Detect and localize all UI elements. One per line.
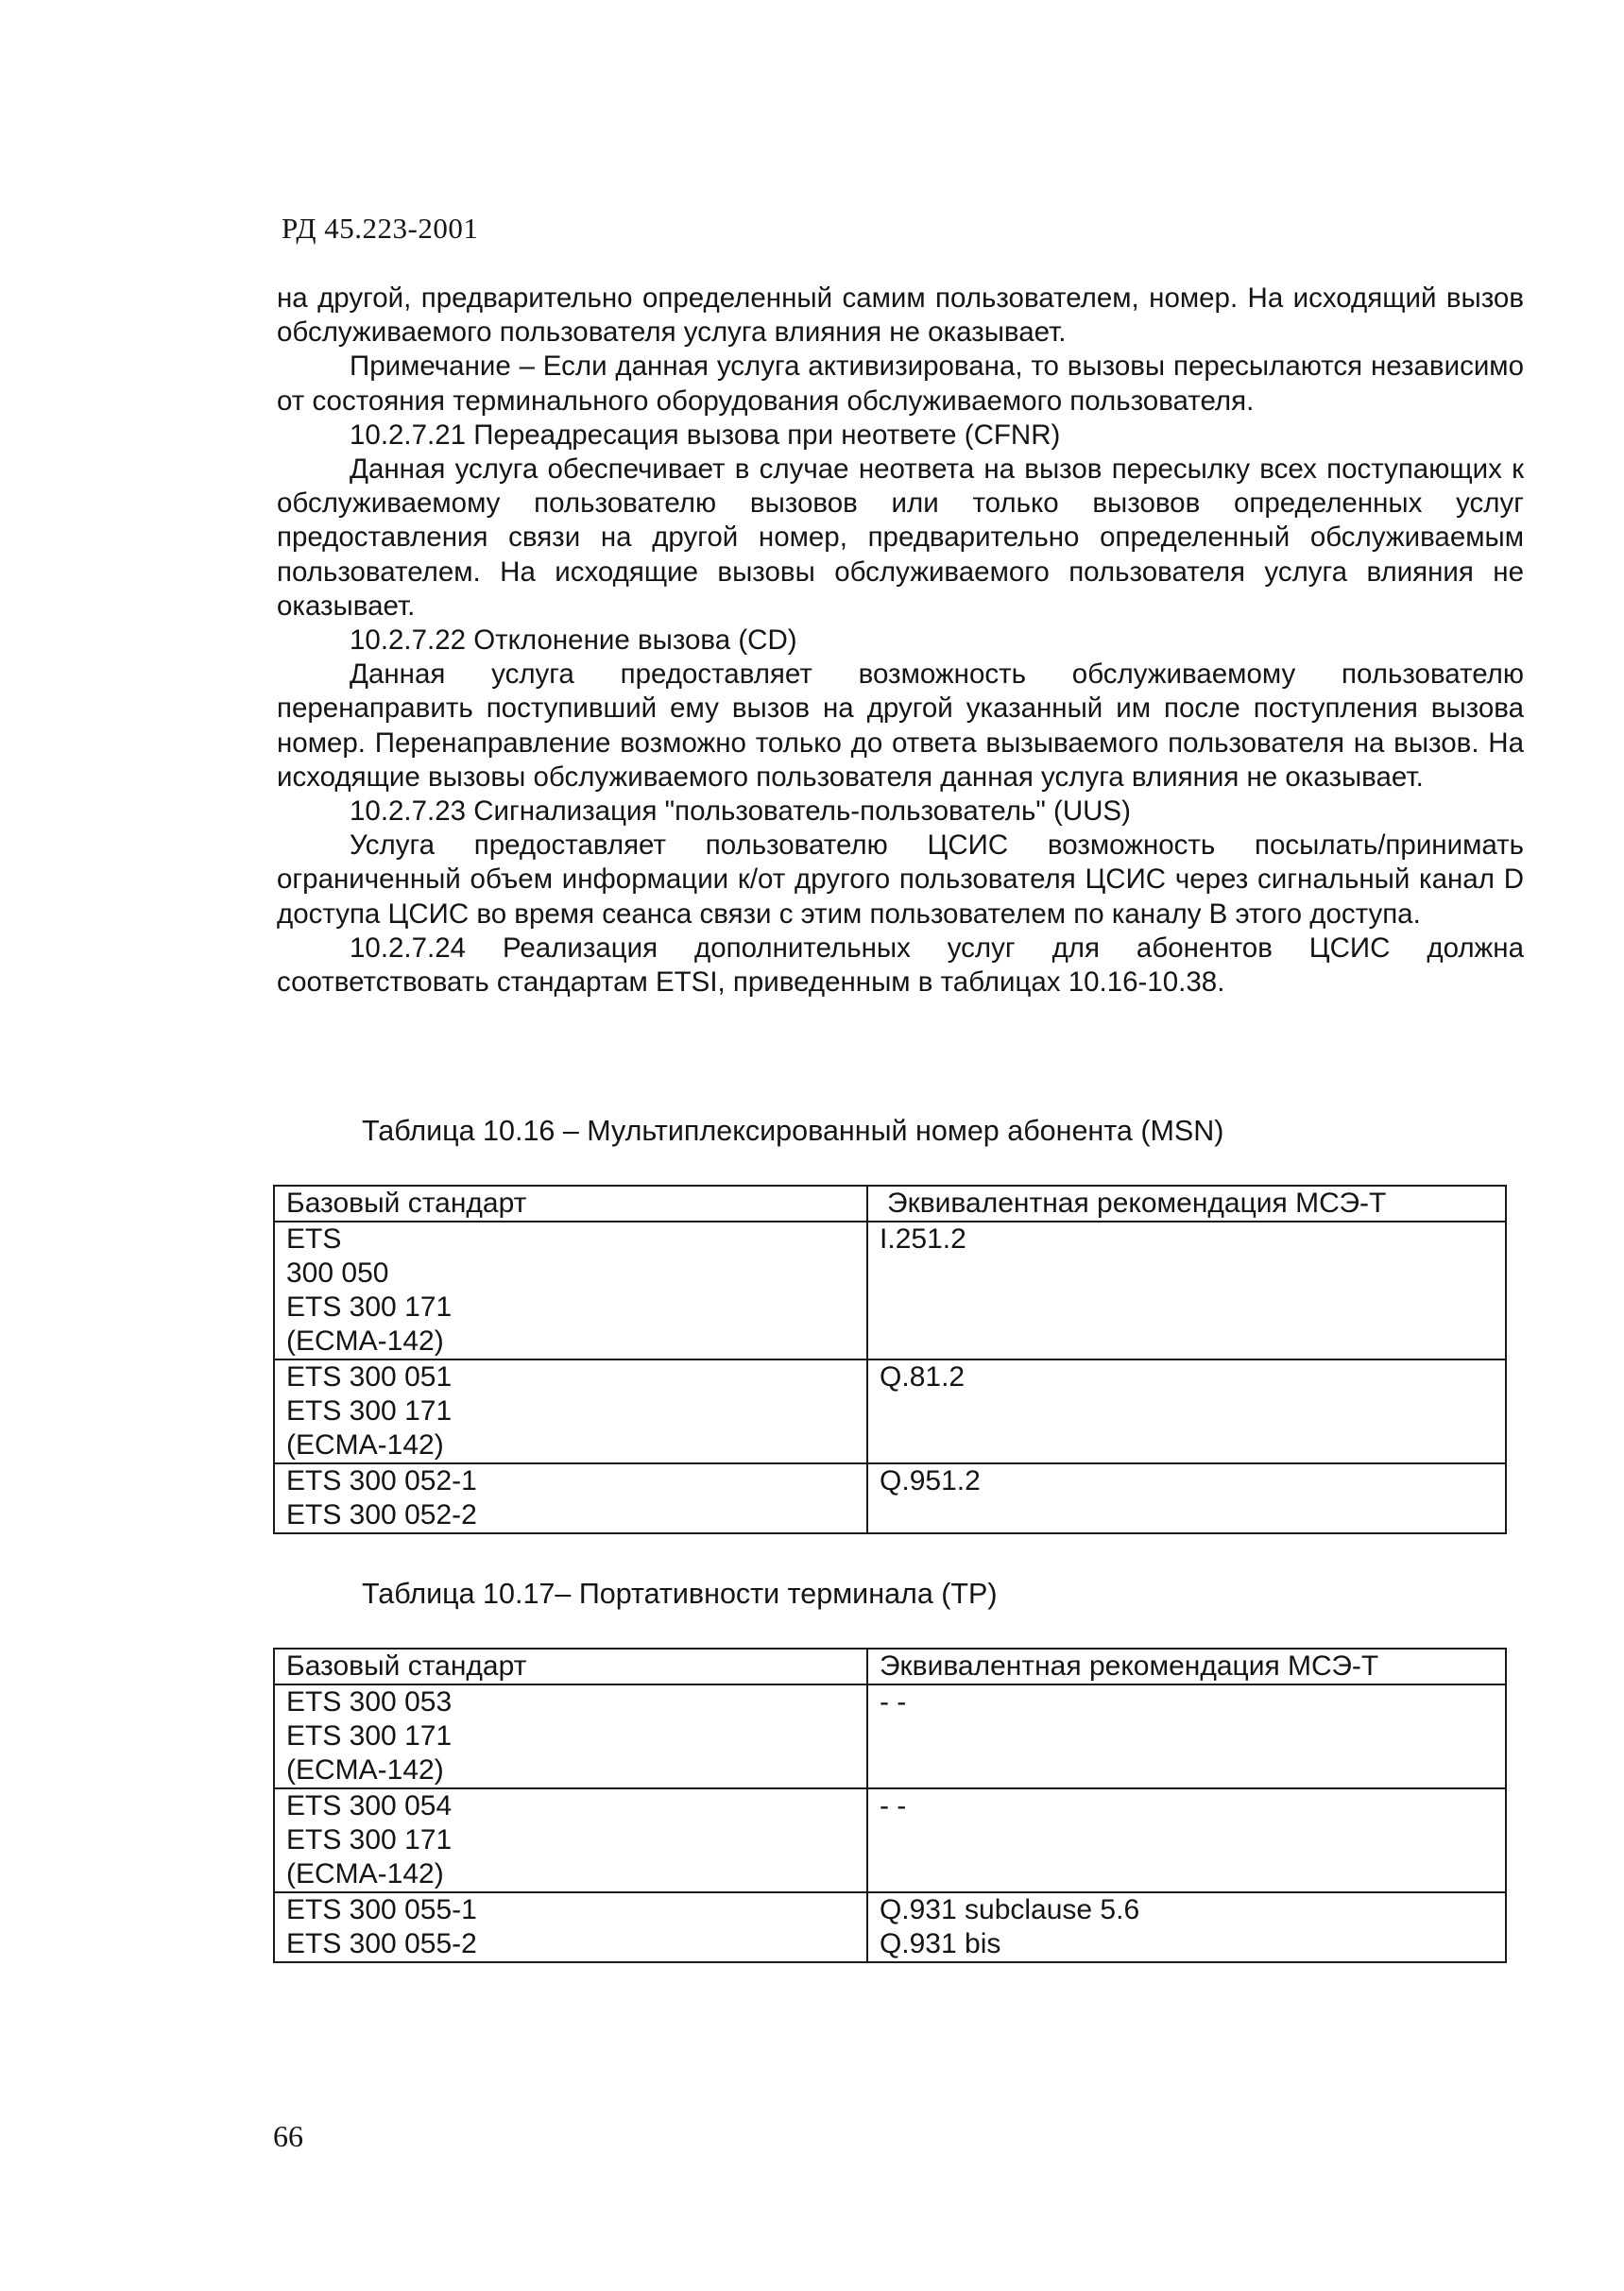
- cell-line: (ECMA-142): [286, 1858, 444, 1889]
- cell-base-standard: [274, 1222, 867, 1359]
- cell-line: (ECMA-142): [286, 1754, 444, 1786]
- paragraph-cd: Данная услуга предоставляет возможность обслуживаемому пользователю перенаправить поступивший ему вызов на другой указанный им после поступления вызова номер. Перенаправление возможно только до ответа вызываемого пользователя на вызов. На исходящие вызовы обслуживаемого пользователя данная услуга влияния не оказывает.: [277, 658, 1524, 793]
- paragraph-cfnr: Данная услуга обеспечивает в случае неответа на вызов пересылку всех поступающих к обслуживаемому пользователю вызовов или только вызовов определенных услуг предоставления связи на другой номер, предварительно определенный обслуживаемым пользователем. На исходящие вызовы обслуживаемого пользователя услуга влияния не оказывает.: [277, 453, 1524, 622]
- cell-base-standard: [274, 1359, 867, 1463]
- cell-itu-equivalent: [867, 1222, 1506, 1359]
- cell-line: ETS 300 171: [286, 1395, 453, 1427]
- cell-line: (ECMA-142): [286, 1325, 444, 1357]
- cell-line: ETS 300 052-1: [286, 1465, 477, 1496]
- header-itu-equivalent: Эквивалентная рекомендация МСЭ-Т: [867, 1649, 1506, 1684]
- cell-line: ETS 300 051: [286, 1361, 453, 1393]
- cell-line: ETS: [286, 1223, 342, 1255]
- cell-line: ETS 300 171: [286, 1824, 453, 1855]
- table-header-row: [274, 1186, 1506, 1222]
- cell-line: Q.931 bis: [879, 1928, 1001, 1959]
- paragraph-uus: Услуга предоставляет пользователю ЦСИС возможность посылать/принимать ограниченный объем информации к/от другого пользователя ЦСИС через сигнальный канал D доступа ЦСИС во время сеанса связи с этим пользователем по каналу В этого доступа.: [277, 829, 1524, 930]
- cell-base-standard: [274, 1892, 867, 1962]
- table-row: [274, 1892, 1506, 1962]
- cell-line: ETS 300 055-2: [286, 1928, 477, 1959]
- header-base-standard: Базовый стандарт: [274, 1186, 867, 1222]
- table-row: [274, 1463, 1506, 1533]
- cell-itu-equivalent: [867, 1463, 1506, 1533]
- cell-itu-equivalent: [867, 1788, 1506, 1892]
- cell-itu-equivalent: [867, 1684, 1506, 1788]
- cell-line: I.251.2: [880, 1223, 966, 1255]
- cell-line: ETS 300 052-2: [286, 1499, 477, 1530]
- header-itu-equivalent: Эквивалентная рекомендация МСЭ-Т: [867, 1186, 1506, 1222]
- cell-itu-equivalent: [867, 1892, 1506, 1962]
- cell-base-standard: [274, 1684, 867, 1788]
- cell-line: ETS 300 054: [286, 1790, 453, 1821]
- cell-line: Q.951.2: [880, 1465, 981, 1496]
- section-heading-cd: 10.2.7.22 Отклонение вызова (CD): [350, 624, 797, 657]
- page-number: 66: [273, 2119, 303, 2153]
- table-caption-10-17: Таблица 10.17– Портативности терминала (TP): [362, 1578, 998, 1610]
- body-text: [277, 282, 1524, 1000]
- cell-line: (ECMA-142): [286, 1429, 444, 1461]
- table-row: [274, 1222, 1506, 1359]
- document-code-header: РД 45.223-2001: [282, 212, 479, 245]
- paragraph-note: Примечание – Если данная услуга активизирована, то вызовы пересылаются независимо от состояния терминального оборудования обслуживаемого пользователя.: [277, 350, 1524, 417]
- paragraph-etsi-standards: 10.2.7.24 Реализация дополнительных услуг для абонентов ЦСИС должна соответствовать стандартам ETSI, приведенным в таблицах 10.16-10.38.: [277, 932, 1524, 999]
- cell-line: 300 050: [286, 1257, 389, 1289]
- table-row: [274, 1359, 1506, 1463]
- paragraph-continuation: на другой, предварительно определенный самим пользователем, номер. На исходящий вызов обслуживаемого пользователя услуга влияния не оказывает.: [277, 282, 1524, 349]
- cell-line: Q.81.2: [880, 1361, 966, 1393]
- cell-line: Q.931 subclause 5.6: [879, 1894, 1140, 1925]
- cell-line: ETS 300 055-1: [286, 1894, 477, 1925]
- cell-base-standard: [274, 1463, 867, 1533]
- table-header-row: [274, 1649, 1506, 1684]
- table-caption-10-16: Таблица 10.16 – Мультиплексированный номер абонента (MSN): [362, 1115, 1224, 1147]
- cell-base-standard: [274, 1788, 867, 1892]
- cell-line: - -: [879, 1686, 907, 1718]
- cell-itu-equivalent: [867, 1359, 1506, 1463]
- table-row: [274, 1788, 1506, 1892]
- section-heading-uus: 10.2.7.23 Сигнализация "пользователь-пользователь" (UUS): [350, 795, 1131, 828]
- header-base-standard: Базовый стандарт: [274, 1649, 867, 1684]
- cell-line: - -: [879, 1790, 907, 1821]
- table-row: [274, 1684, 1506, 1788]
- table-10-17: [273, 1648, 1507, 1963]
- table-10-16: [273, 1185, 1507, 1534]
- cell-line: ETS 300 171: [286, 1720, 453, 1752]
- cell-line: ETS 300 171: [286, 1291, 453, 1323]
- section-heading-cfnr: 10.2.7.21 Переадресация вызова при неответе (CFNR): [350, 419, 1061, 451]
- cell-line: ETS 300 053: [286, 1686, 453, 1718]
